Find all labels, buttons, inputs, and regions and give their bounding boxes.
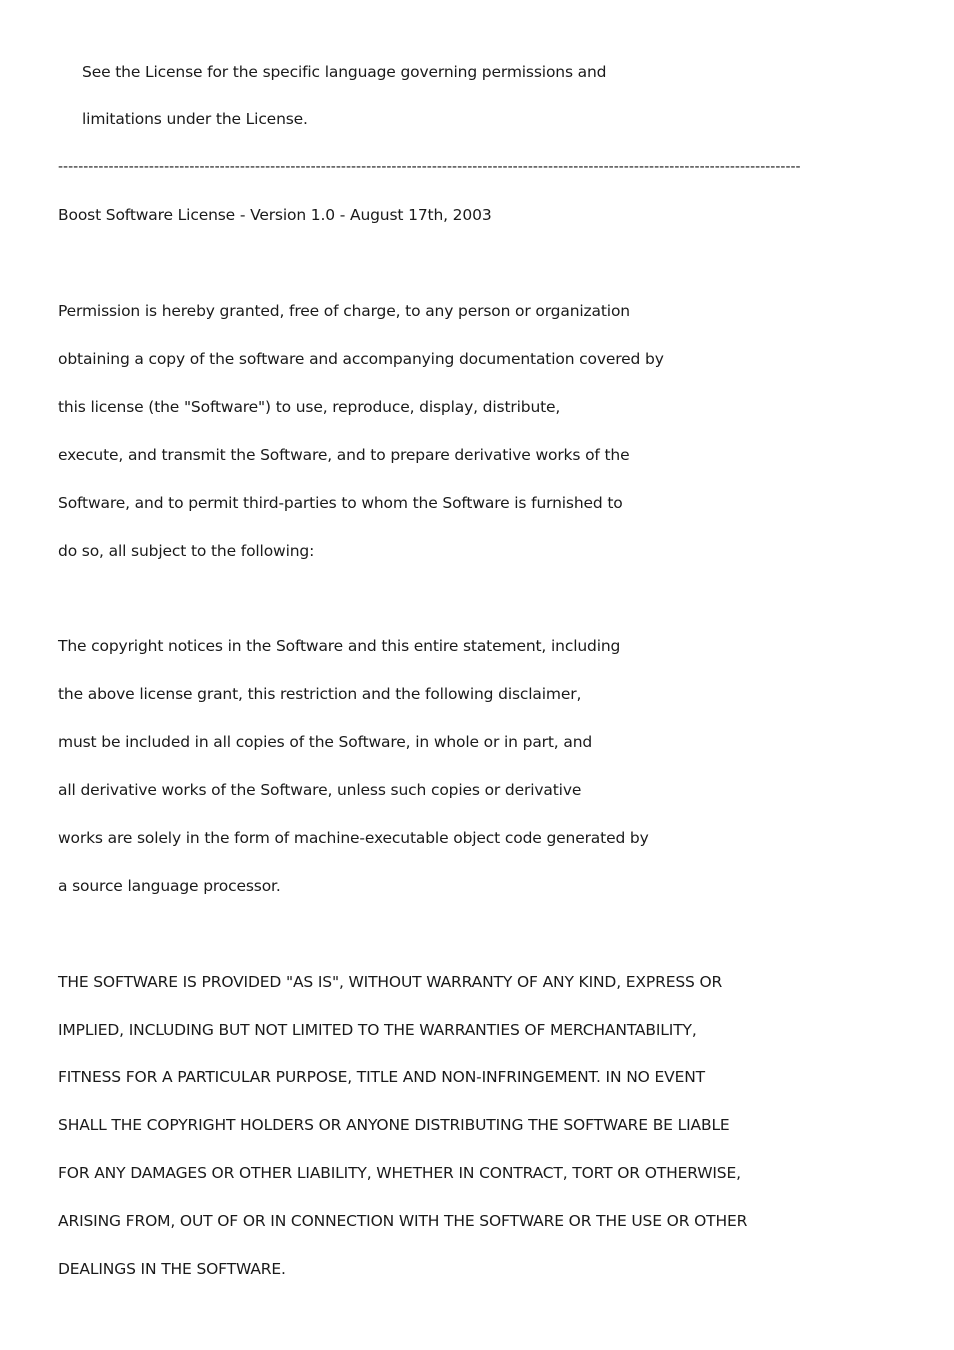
text-line: this license (the "Software") to use, reproduce, display, distribute, <box>58 398 561 416</box>
text-line: FOR ANY DAMAGES OR OTHER LIABILITY, WHETHER IN CONTRACT, TORT OR OTHERWISE, <box>58 1164 741 1182</box>
text-line: Permission is hereby granted, free of charge, to any person or organization <box>58 302 630 320</box>
text-line: the above license grant, this restriction and the following disclaimer, <box>58 685 582 703</box>
text-line: a source language processor. <box>58 877 281 895</box>
text-line: do so, all subject to the following: <box>58 542 315 560</box>
text-line: all derivative works of the Software, unless such copies or derivative <box>58 781 582 799</box>
text-line: SHALL THE COPYRIGHT HOLDERS OR ANYONE DISTRIBUTING THE SOFTWARE BE LIABLE <box>58 1116 730 1134</box>
separator-line: --------------------------------------------------------------------------------------------------------------------------------------------------- <box>58 159 801 175</box>
text-line: execute, and transmit the Software, and to prepare derivative works of the <box>58 446 630 464</box>
text-line: See the License for the specific language governing permissions and <box>82 63 607 81</box>
text-line: limitations under the License. <box>82 110 308 128</box>
text-line: THE SOFTWARE IS PROVIDED "AS IS", WITHOUT WARRANTY OF ANY KIND, EXPRESS OR <box>58 973 723 991</box>
text-line: ARISING FROM, OUT OF OR IN CONNECTION WITH THE SOFTWARE OR THE USE OR OTHER <box>58 1212 748 1230</box>
text-line: obtaining a copy of the software and accompanying documentation covered by <box>58 350 664 368</box>
license-title: Boost Software License - Version 1.0 - August 17th, 2003 <box>58 206 492 224</box>
text-line: IMPLIED, INCLUDING BUT NOT LIMITED TO THE WARRANTIES OF MERCHANTABILITY, <box>58 1021 697 1039</box>
text-line: FITNESS FOR A PARTICULAR PURPOSE, TITLE AND NON-INFRINGEMENT. IN NO EVENT <box>58 1068 705 1086</box>
text-line: Software, and to permit third-parties to whom the Software is furnished to <box>58 494 623 512</box>
text-line: must be included in all copies of the Software, in whole or in part, and <box>58 733 593 751</box>
text-line: The copyright notices in the Software and this entire statement, including <box>58 637 621 655</box>
text-line: works are solely in the form of machine-executable object code generated by <box>58 829 649 847</box>
text-line: DEALINGS IN THE SOFTWARE. <box>58 1260 286 1278</box>
